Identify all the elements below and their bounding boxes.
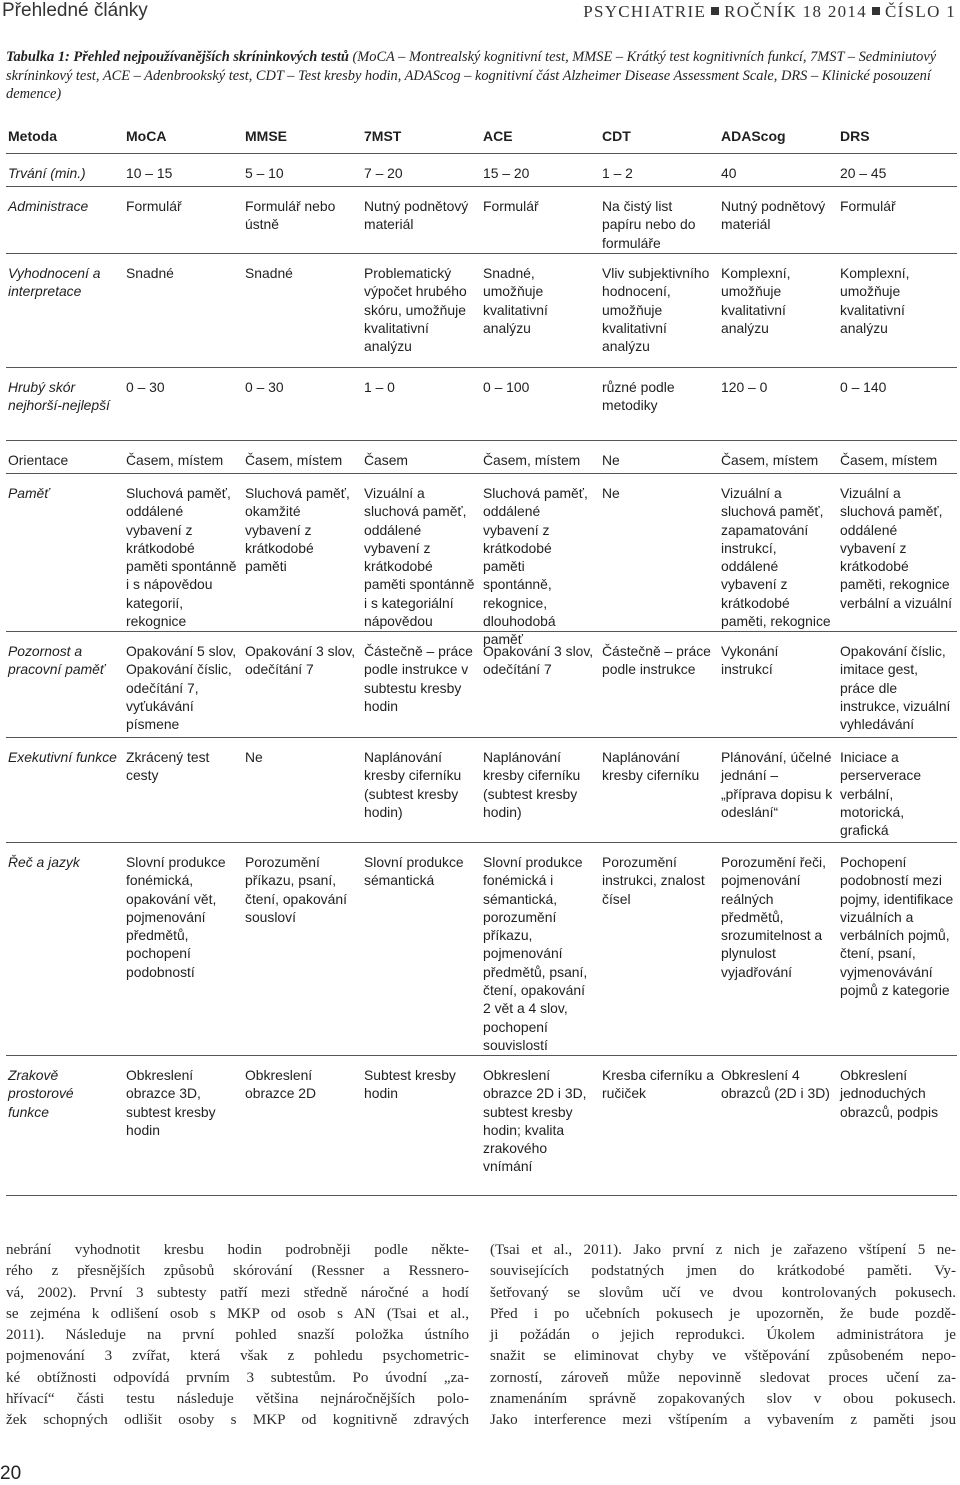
table-cell: Plánování, účelné jednání – „příprava dopisu k odeslání“ [721, 749, 833, 820]
table-cell: Částečně – práce podle instrukce v subtestu kresby hodin [364, 643, 473, 714]
table-cell: Subtest kresby hodin [364, 1067, 456, 1102]
text-line: rého z přesnějších způsobů skórování (Ressner a Ressnero- [6, 1263, 469, 1280]
table-caption [6, 48, 958, 104]
row-label: Řeč a jazyk [8, 854, 80, 870]
screening-tests-table [6, 116, 957, 1196]
table-cell: různé podle metodiky [602, 379, 675, 414]
table-cell: 0 – 30 [245, 379, 284, 395]
table-cell: 1 – 0 [364, 379, 395, 395]
table-cell: Vizuální a sluchová paměť, zapamatování instrukcí, oddálené vybavení z krátkodobé paměti, rekognice [721, 485, 831, 630]
table-cell: Snadné [245, 265, 293, 281]
table-cell: Časem, místem [483, 452, 581, 468]
table-cell: Slovní produkce fonémická i sémantická, porozumění příkazu, pojmenování předmětů, psaní, čtení, opakování 2 vět a 4 slov, pochopení souvislostí [483, 854, 588, 1053]
body-text-left-column [6, 1240, 469, 1432]
row-label: Paměť [8, 485, 50, 501]
table-caption-text: (MoCA – Montrealský kognitivní test, MMSE – Krátký test kognitivních funkcí, 7MST – Sedminiutový skríninkový test, ACE – Adenbrookský test, CDT – Test kresby hodin, ADAScog – kognitivní část Alzheimer Disease Assessment Scale, DRS – Klinické posouzení demence) [6, 49, 937, 102]
row-label: Trvání (min.) [8, 165, 86, 181]
text-line: zorností, zároveň může nepovinně sledovat proces učení za- [490, 1369, 956, 1386]
table-cell: Ne [245, 749, 263, 765]
table-cell: Sluchová paměť, okamžité vybavení z krátkodobé paměti [245, 485, 350, 575]
table-row [6, 632, 957, 738]
row-label: Administrace [8, 198, 89, 214]
table-cell: Opakování 3 slov, odečítání 7 [483, 643, 594, 678]
row-label: Exekutivní funkce [8, 749, 117, 765]
table-cell: 0 – 140 [840, 379, 887, 395]
page-number: 20 [0, 1463, 22, 1484]
column-header: 7MST [364, 128, 402, 144]
table-header-row [6, 116, 957, 154]
table-cell: Formulář [483, 198, 539, 214]
table-row [6, 1056, 957, 1196]
table-cell: 15 – 20 [483, 165, 530, 181]
table-cell: Časem, místem [721, 452, 819, 468]
table-cell: Slovní produkce fonémická, opakování vět, pojmenování předmětů, pochopení podobností [126, 854, 226, 980]
table-cell: Obkreslení obrazce 2D [245, 1067, 317, 1102]
table-cell: Vizuální a sluchová paměť, oddálené vybavení z krátkodobé paměti, rekognice verbální a vizuální [840, 485, 952, 611]
table-row [6, 738, 957, 843]
journal-year: 2014 [827, 2, 868, 21]
table-cell: 120 – 0 [721, 379, 768, 395]
column-header: CDT [602, 128, 631, 144]
column-header: MoCA [126, 128, 167, 144]
table-row [6, 368, 957, 441]
text-line: nebrání vyhodnotit kresbu hodin podrobněji podle někte- [6, 1242, 469, 1258]
table-cell: Opakování 5 slov, Opakování číslic, odečítání 7, vyťukávání písmene [126, 643, 237, 733]
text-line: ji požádán o jejich reprodukci. Úkolem administrátora je [490, 1327, 956, 1344]
text-line: se zejména k odlišení osob s MKP od osob s AN (Tsai et al., [6, 1305, 469, 1322]
column-header: ACE [483, 128, 513, 144]
row-label: Vyhodnocení a interpretace [8, 265, 101, 300]
separator-square-icon [872, 7, 880, 15]
table-cell: 20 – 45 [840, 165, 887, 181]
table-cell: 0 – 100 [483, 379, 530, 395]
table-cell: Naplánování kresby ciferníku (subtest kresby hodin) [364, 749, 462, 820]
table-cell: Formulář [840, 198, 896, 214]
text-line: snažit se eliminovat chyby ve vštěpování způsobeném nepo- [490, 1348, 956, 1365]
table-cell: Obkreslení jednoduchých obrazců, podpis [840, 1067, 939, 1120]
table-row [6, 254, 957, 368]
text-line: (Tsai et al., 2011). Jako první z nich je zařazeno vštípení 5 ne- [490, 1242, 956, 1258]
table-cell: Porozumění instrukci, znalost čísel [602, 854, 705, 907]
text-line: ké obtížnosti odpovídá prvním 3 subtestům. Po úvodní „za- [6, 1369, 469, 1386]
text-line: Před i po učebních pokusech je upozorněn, že bude pozdě- [490, 1305, 956, 1322]
table-cell: 1 – 2 [602, 165, 633, 181]
text-line: znamenáním správně zopakovaných slov v obou pokusech. [490, 1391, 956, 1408]
section-title: Přehledné články [2, 0, 148, 21]
table-cell: Obkreslení 4 obrazců (2D i 3D) [721, 1067, 830, 1102]
text-line: 2011). Následuje na první pohled snazší položka ústního [6, 1327, 469, 1344]
body-text-right-column [490, 1240, 956, 1432]
table-cell: Formulář [126, 198, 182, 214]
table-cell: Problematický výpočet hrubého skóru, umožňuje kvalitativní analýzu [364, 265, 467, 355]
table-cell: 40 [721, 165, 737, 181]
separator-square-icon [711, 7, 719, 15]
table-cell: Porozumění řeči, pojmenování reálných předmětů, srozumitelnost a plynulost vyjadřování [721, 854, 826, 980]
table-cell: Časem [364, 452, 408, 468]
row-label: Pozornost a pracovní paměť [8, 643, 105, 678]
running-header [0, 0, 960, 26]
table-cell: Obkreslení obrazce 3D, subtest kresby hodin [126, 1067, 216, 1138]
text-line: Jako interference mezi vštípením a vybavením z paměti jsou [490, 1412, 956, 1429]
table-cell: Formulář nebo ústně [245, 198, 336, 233]
row-label: Zrakově prostorové funkce [8, 1067, 74, 1120]
journal-info [583, 2, 956, 22]
column-header: ADAScog [721, 128, 786, 144]
table-cell: 7 – 20 [364, 165, 403, 181]
table-cell: 5 – 10 [245, 165, 284, 181]
table-cell: Časem, místem [840, 452, 938, 468]
table-cell: Porozumění příkazu, psaní, čtení, opakování sousloví [245, 854, 347, 925]
table-cell: Naplánování kresby ciferníku (subtest kresby hodin) [483, 749, 581, 820]
table-cell: Časem, místem [126, 452, 224, 468]
journal-issue: ČÍSLO 1 [885, 2, 956, 21]
row-label: Hrubý skór nejhorší-nejlepší [8, 379, 110, 414]
column-header: DRS [840, 128, 870, 144]
table-row [6, 187, 957, 254]
table-cell: Opakování 3 slov, odečítání 7 [245, 643, 356, 678]
table-cell: Časem, místem [245, 452, 343, 468]
text-line: souvisejících podstatných jmen do krátkodobé paměti. Vy- [490, 1263, 956, 1280]
table-cell: Nutný podnětový materiál [364, 198, 469, 233]
table-cell: Iniciace a perserverace verbální, motorická, grafická [840, 749, 922, 839]
column-header: MMSE [245, 128, 287, 144]
table-cell: Slovní produkce sémantická [364, 854, 464, 889]
table-cell: Komplexní, umožňuje kvalitativní analýzu [840, 265, 910, 336]
table-cell: Částečně – práce podle instrukce [602, 643, 711, 678]
table-cell: Vykonání instrukcí [721, 643, 779, 678]
row-label: Orientace [8, 452, 69, 468]
table-row [6, 154, 957, 187]
journal-volume: ROČNÍK 18 [724, 2, 823, 21]
table-cell: Sluchová paměť, oddálené vybavení z krátkodobé paměti spontánně i s nápovědou kategorií, rekognice [126, 485, 237, 630]
table-row [6, 441, 957, 474]
table-cell: Ne [602, 452, 620, 468]
table-cell: Snadné [126, 265, 174, 281]
table-cell: Naplánování kresby ciferníku [602, 749, 700, 784]
table-cell: Sluchová paměť, oddálené vybavení z krátkodobé paměti spontánně, rekognice, dlouhodobá paměť [483, 485, 588, 648]
table-cell: Pochopení podobností mezi pojmy, identifikace vizuálních a verbálních pojmů, čtení, psaní, vyjmenovávání pojmů z kategorie [840, 854, 954, 999]
table-cell: Na čistý list papíru nebo do formuláře [602, 198, 696, 251]
table-cell: Snadné, umožňuje kvalitativní analýzu [483, 265, 548, 336]
text-line: šetřovaný se slovům učí ve dvou kontrolovaných pokusech. [490, 1284, 956, 1301]
table-cell: 0 – 30 [126, 379, 165, 395]
table-row [6, 843, 957, 1056]
table-cell: Kresba ciferníku a ručiček [602, 1067, 714, 1102]
table-cell: Opakování číslic, imitace gest, práce dle instrukce, vizuální vyhledávání [840, 643, 951, 733]
column-header: Metoda [8, 128, 57, 144]
table-row [6, 474, 957, 648]
table-cell: Komplexní, umožňuje kvalitativní analýzu [721, 265, 791, 336]
text-line: vá, 2002). První 3 subtesty patří mezi středně náročné a hodí [6, 1284, 469, 1301]
text-line: žek schopných odlišit osoby s MKP od kognitivně zdravých [6, 1412, 469, 1429]
table-cell: 10 – 15 [126, 165, 173, 181]
text-line: hřívací“ části testu následuje většina nejnáročnějších polo- [6, 1391, 469, 1408]
table-cell: Zkrácený test cesty [126, 749, 210, 784]
table-cell: Vliv subjektivního hodnocení, umožňuje kvalitativní analýzu [602, 265, 710, 355]
journal-name: PSYCHIATRIE [583, 2, 707, 21]
table-cell: Nutný podnětový materiál [721, 198, 826, 233]
table-cell: Vizuální a sluchová paměť, oddálené vybavení z krátkodobé paměti spontánně i s kategoriální nápovědou [364, 485, 475, 630]
table-caption-title: Tabulka 1: Přehled nejpoužívanějších skríninkových testů [6, 49, 349, 65]
table-cell: Ne [602, 485, 620, 501]
table-cell: Obkreslení obrazce 2D i 3D, subtest kresby hodin; kvalita zrakového vnímání [483, 1067, 587, 1175]
text-line: pojmenování 3 zvířat, která však z pohledu psychometric- [6, 1348, 469, 1365]
